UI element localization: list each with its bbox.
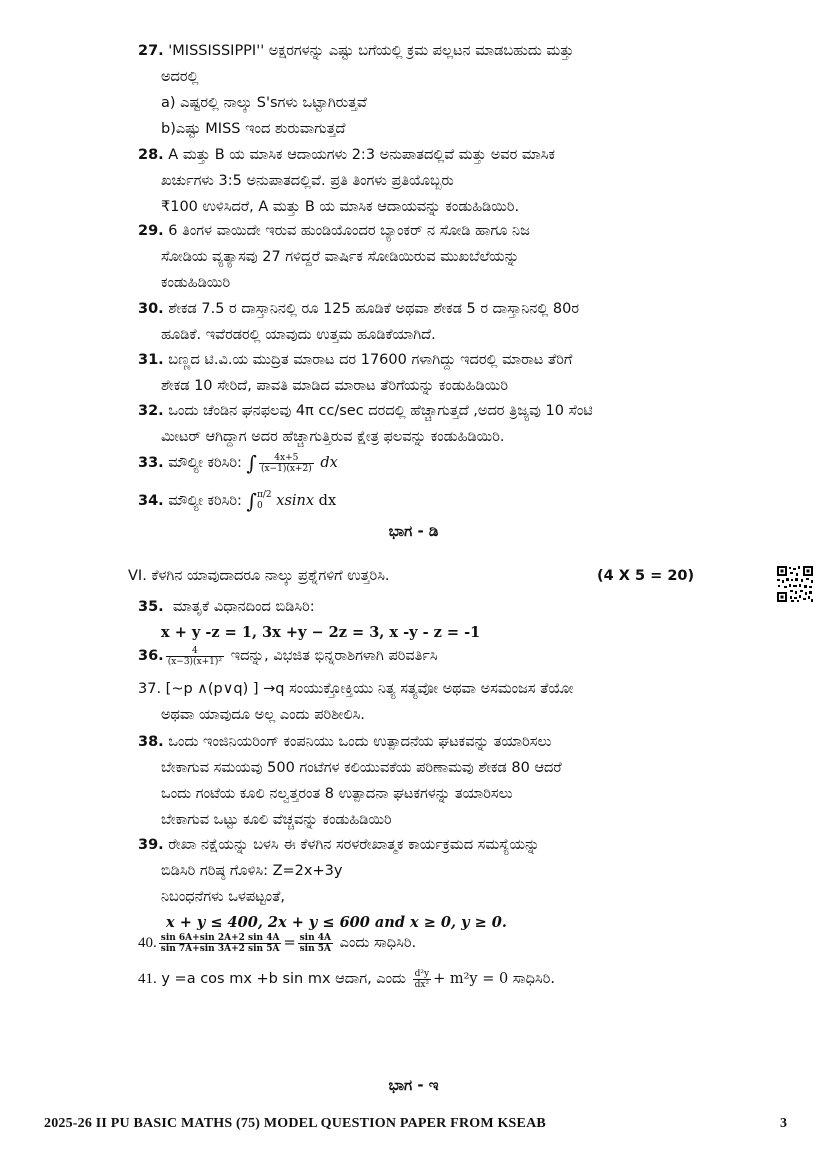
question-text: ₹100 ಉಳಿಸಿದರೆ, A ಮತ್ತು B ಯ ಮಾಸಿಕ ಆದಾಯವನ್ನು ಕಂಡುಹಿಡಿಯಿರಿ.: [161, 199, 520, 215]
integral-sign: ∫: [246, 451, 257, 475]
question-text: 'MISSISSIPPI'' ಅಕ್ಷರಗಳನ್ನು ಎಷ್ಟು ಬಗೆಯಲ್ಲಿ ಕ್ರಮ ಪಲ್ಲಟನ ಮಾಡಬಹುದು ಮತ್ತು: [168, 43, 574, 59]
integral-sign: ∫: [246, 489, 257, 513]
question-40: 40. $\frac{\sin 6A+\sin 2A+2 \sin 4A}{\sin 7A+\sin 3A+2 \sin 5A}$ = $\frac{\sin 4A}{\sin 5A}$ ಎಂದು ಸಾಧಿಸಿರಿ.: [138, 932, 417, 954]
question-38: 38. ಒಂದು ಇಂಜಿನಿಯರಿಂಗ್ ಕಂಪನಿಯು ಒಂದು ಉತ್ಪಾದನೆಯ ಘಟಕವನ್ನು ತಯಾರಿಸಲು ಬೇಕಾಗುವ ಸಮಯವು 500 ಗಂಟೆಗಳ ಕಲಿಯುವಕೆಯ ಪರಿಣಾಮವು ಶೇಕಡ 80 ಆದರೆ ಒಂದು ಗಂಟೆಯ ಕೂಲಿ ನಲ್ವತ್ತರಂತ 8 ಉತ್ಪಾದನಾ ಘಟಕಗಳನ್ನು ತಯಾರಿಸಲು ಬೇಕಾಗುವ ಒಟ್ಟು ಕೂಲಿ ವೆಚ್ಚವನ್ನು ಕಂಡುಹಿಡಿಯಿರಿ: [138, 734, 562, 828]
question-27: 27. 'MISSISSIPPI'' ಅಕ್ಷರಗಳನ್ನು ಎಷ್ಟು ಬಗೆಯಲ್ಲಿ ಕ್ರಮ ಪಲ್ಲಟನ ಮಾಡಬಹುದು ಮತ್ತು ಅದರಲ್ಲಿ a) ಎಷ್ಟರಲ್ಲಿ ನಾಲ್ಕು S'sಗಳು ಒಟ್ಟಾಗಿರುತ್ತವೆ b)ಎಷ್ಟು MISS ಇಂದ ಶುರುವಾಗುತ್ತದೆ: [138, 38, 778, 142]
question-text: ಶೇಕಡ 10 ಸೇರಿದೆ, ಪಾವತಿ ಮಾಡಿದ ಮಾರಾಟ ತೆರಿಗೆಯನ್ನು ಕಂಡುಹಿಡಿಯಿರಿ: [161, 378, 508, 394]
question-34: 34. ಮೌಲ್ಯೀ ಕರಿಸಿರಿ: ∫ π/2 0 xsinx dx: [138, 489, 337, 513]
question-text: ಶೇಕಡ 7.5 ರ ದಾಸ್ತಾನಿನಲ್ಲಿ ರೂ 125 ಹೂಡಿಕೆ ಅಥವಾ ಶೇಕಡ 5 ರ ದಾಸ್ತಾನಿನಲ್ಲಿ 80ರ: [168, 301, 580, 317]
marks-scheme: (4 X 5 = 20): [597, 568, 695, 584]
question-text: A ಮತ್ತು B ಯ ಮಾಸಿಕ ಆದಾಯಗಳು 2:3 ಅನುಪಾತದಲ್ಲಿವೆ ಮತ್ತು ಅವರ ಮಾಸಿಕ: [168, 147, 556, 163]
question-text: ಮೀಟರ್ ಆಗಿದ್ದಾಗ ಅದರ ಹೆಚ್ಚಾಗುತ್ತಿರುವ ಕ್ಷೇತ್ರ ಫಲವನ್ನು ಕಂಡುಹಿಡಿಯಿರಿ.: [161, 429, 505, 445]
question-37: 37. [~p ∧(p∨q) ] →q ಸಂಯುಕ್ತೋಕ್ತಿಯು ನಿತ್ಯ ಸತ್ಯವೋ ಅಥವಾ ಅಸಮಂಜಸ ತೆಯೋ ಅಥವಾ ಯಾವುದೂ ಅಲ್ಲ ಎಂದು ಪರಿಶೀಲಿಸಿ.: [138, 681, 574, 723]
integral-limits: π/2 0: [256, 490, 272, 511]
fraction: $\frac{\sin 6A+\sin 2A+2 \sin 4A}{\sin 7A+\sin 3A+2 \sin 5A}$: [160, 932, 280, 954]
section-e-heading: ಭಾಗ - ಇ: [388, 1076, 439, 1094]
question-29: 29. 6 ತಿಂಗಳ ವಾಯಿದೇ ಇರುವ ಹುಂಡಿಯೊಂದರ ಬ್ಯಾಂಕರ್ ನ ಸೋಡಿ ಹಾಗೂ ನಿಜ ಸೋಡಿಯ ವ್ಯತ್ಯಾಸವು 27 ಗಳಿದ್ದರೆ ವಾರ್ಷಿಕ ಸೋಡಿಯಿರುವ ಮುಖಬೆಲೆಯನ್ನು ಕಂಡುಹಿಡಿಯಿರಿ: [138, 218, 778, 296]
question-text: ಸೋಡಿಯ ವ್ಯತ್ಯಾಸವು 27 ಗಳಿದ್ದರೆ ವಾರ್ಷಿಕ ಸೋಡಿಯಿರುವ ಮುಖಬೆಲೆಯನ್ನು: [161, 249, 520, 265]
question-text: ಖರ್ಚುಗಳು 3:5 ಅನುಪಾತದಲ್ಲಿವೆ. ಪ್ರತಿ ತಿಂಗಳು ಪ್ರತಿಯೊಬ್ಬರು: [161, 173, 454, 189]
question-31: 31. ಬಣ್ಣದ ಟಿ.ವಿ.ಯ ಮುದ್ರಿತ ಮಾರಾಟ ದರ 17600 ಗಳಾಗಿದ್ದು ಇದರಲ್ಲಿ ಮಾರಾಟ ತೆರಿಗೆ ಶೇಕಡ 10 ಸೇರಿದೆ, ಪಾವತಿ ಮಾಡಿದ ಮಾರಾಟ ತೆರಿಗೆಯನ್ನು ಕಂಡುಹಿಡಿಯಿರಿ: [138, 347, 778, 399]
question-text: ಕಂಡುಹಿಡಿಯಿರಿ: [161, 275, 231, 291]
question-text: 6 ತಿಂಗಳ ವಾಯಿದೇ ಇರುವ ಹುಂಡಿಯೊಂದರ ಬ್ಯಾಂಕರ್ ನ ಸೋಡಿ ಹಾಗೂ ನಿಜ: [168, 223, 530, 239]
page-footer: 2025-26 II PU BASIC MATHS (75) MODEL QUESTION PAPER FROM KSEAB: [44, 1116, 546, 1131]
derivative-fraction: $\frac{\text{d²y}}{\text{dx²}}$: [414, 968, 430, 990]
question-39: 39. ರೇಖಾ ನಕ್ಷೆಯನ್ನು ಬಳಸಿ ಈ ಕೆಳಗಿನ ಸರಳರೇಖಾತ್ಮಕ ಕಾರ್ಯಕ್ರಮದ ಸಮಸ್ಯೆಯನ್ನು ಬಿಡಿಸಿರಿ ಗರಿಷ್ಠ ಗೊಳಿಸಿ: Z=2x+3y ನಿಬಂಧನೆಗಳು ಒಳಪಟ್ಟಂತೆ, x + y ≤ 400, 2x + y ≤ 600 and x ≥ 0, y ≥ 0.: [138, 832, 778, 936]
question-text: ಅದರಲ್ಲಿ: [161, 69, 199, 85]
fraction: $\frac{4}{\text{(x−3)(x+1)²}}$: [167, 645, 223, 667]
fraction: $\frac{4x+5}{(x-1)(x+2)}$: [260, 452, 312, 474]
page-number: 3: [780, 1116, 787, 1131]
question-30: 30. ಶೇಕಡ 7.5 ರ ದಾಸ್ತಾನಿನಲ್ಲಿ ರೂ 125 ಹೂಡಿಕೆ ಅಥವಾ ಶೇಕಡ 5 ರ ದಾಸ್ತಾನಿನಲ್ಲಿ 80ರ ಹೂಡಿಕೆ. ಇವೆರಡರಲ್ಲಿ ಯಾವುದು ಉತ್ತಮ ಹೂಡಿಕೆಯಾಗಿದೆ.: [138, 296, 778, 348]
question-33: 33. ಮೌಲ್ಯೀ ಕರಿಸಿರಿ: ∫ $\frac{4x+5}{(x-1)(x+2)}$ dx: [138, 451, 338, 475]
question-subpart-b: b)ಎಷ್ಟು MISS ಇಂದ ಶುರುವಾಗುತ್ತದೆ: [161, 121, 346, 137]
question-32: 32. ಒಂದು ಚೆಂಡಿನ ಘನಫಲವು 4π cc/sec ದರದಲ್ಲಿ ಹೆಚ್ಚಾಗುತ್ತದೆ ,ಅದರ ತ್ರಿಜ್ಯವು 10 ಸೆಂಟಿ ಮೀಟರ್ ಆಗಿದ್ದಾಗ ಅದರ ಹೆಚ್ಚಾಗುತ್ತಿರುವ ಕ್ಷೇತ್ರ ಫಲವನ್ನು ಕಂಡುಹಿಡಿಯಿರಿ.: [138, 398, 778, 450]
constraints: x + y ≤ 400, 2x + y ≤ 600 and x ≥ 0, y ≥ 0.: [166, 914, 507, 931]
question-28: 28. A ಮತ್ತು B ಯ ಮಾಸಿಕ ಆದಾಯಗಳು 2:3 ಅನುಪಾತದಲ್ಲಿವೆ ಮತ್ತು ಅವರ ಮಾಸಿಕ ಖರ್ಚುಗಳು 3:5 ಅನುಪಾತದಲ್ಲಿವೆ. ಪ್ರತಿ ತಿಂಗಳು ಪ್ರತಿಯೊಬ್ಬರು ₹100 ಉಳಿಸಿದರೆ, A ಮತ್ತು B ಯ ಮಾಸಿಕ ಆದಾಯವನ್ನು ಕಂಡುಹಿಡಿಯಿರಿ.: [138, 142, 778, 220]
equation-system: x + y -z = 1, 3x +y − 2z = 3, x -y - z = -1: [161, 624, 481, 641]
fraction: $\frac{\sin 4A}{\sin 5A}$: [299, 932, 332, 954]
section-d-heading: ಭಾಗ - ಡಿ: [388, 522, 439, 540]
question-41: 41. y =a cos mx +b sin mx ಆದಾಗ, ಎಂದು $\frac{\text{d²y}}{\text{dx²}}$ + m²y = 0 ಸಾಧಿಸಿರಿ.: [138, 968, 555, 990]
question-subpart-a: a) ಎಷ್ಟರಲ್ಲಿ ನಾಲ್ಕು S'sಗಳು ಒಟ್ಟಾಗಿರುತ್ತವೆ: [161, 95, 367, 111]
question-text: ಬಣ್ಣದ ಟಿ.ವಿ.ಯ ಮುದ್ರಿತ ಮಾರಾಟ ದರ 17600 ಗಳಾಗಿದ್ದು ಇದರಲ್ಲಿ ಮಾರಾಟ ತೆರಿಗೆ: [168, 352, 573, 368]
question-35: 35. ಮಾತೃಕೆ ವಿಧಾನದಿಂದ ಬಿಡಿಸಿರಿ: x + y -z = 1, 3x +y − 2z = 3, x -y - z = -1: [138, 594, 778, 646]
section-instruction: VI. ಕೆಳಗಿನ ಯಾವುದಾದರೂ ನಾಲ್ಕು ಪ್ರಶ್ನೆಗಳಿಗೆ ಉತ್ತರಿಸಿ.: [128, 568, 390, 584]
question-text: ಒಂದು ಚೆಂಡಿನ ಘನಫಲವು 4π cc/sec ದರದಲ್ಲಿ ಹೆಚ್ಚಾಗುತ್ತದೆ ,ಅದರ ತ್ರಿಜ್ಯವು 10 ಸೆಂಟಿ: [168, 403, 593, 419]
qr-code-icon: [776, 565, 814, 603]
question-36: 36. $\frac{4}{\text{(x−3)(x+1)²}}$ ಇದನ್ನು, ವಿಭಜಿತ ಭಿನ್ನರಾಶಿಗಳಾಗಿ ಪರಿವರ್ತಿಸಿ: [138, 645, 438, 667]
question-text: ಹೂಡಿಕೆ. ಇವೆರಡರಲ್ಲಿ ಯಾವುದು ಉತ್ತಮ ಹೂಡಿಕೆಯಾಗಿದೆ.: [161, 327, 436, 343]
